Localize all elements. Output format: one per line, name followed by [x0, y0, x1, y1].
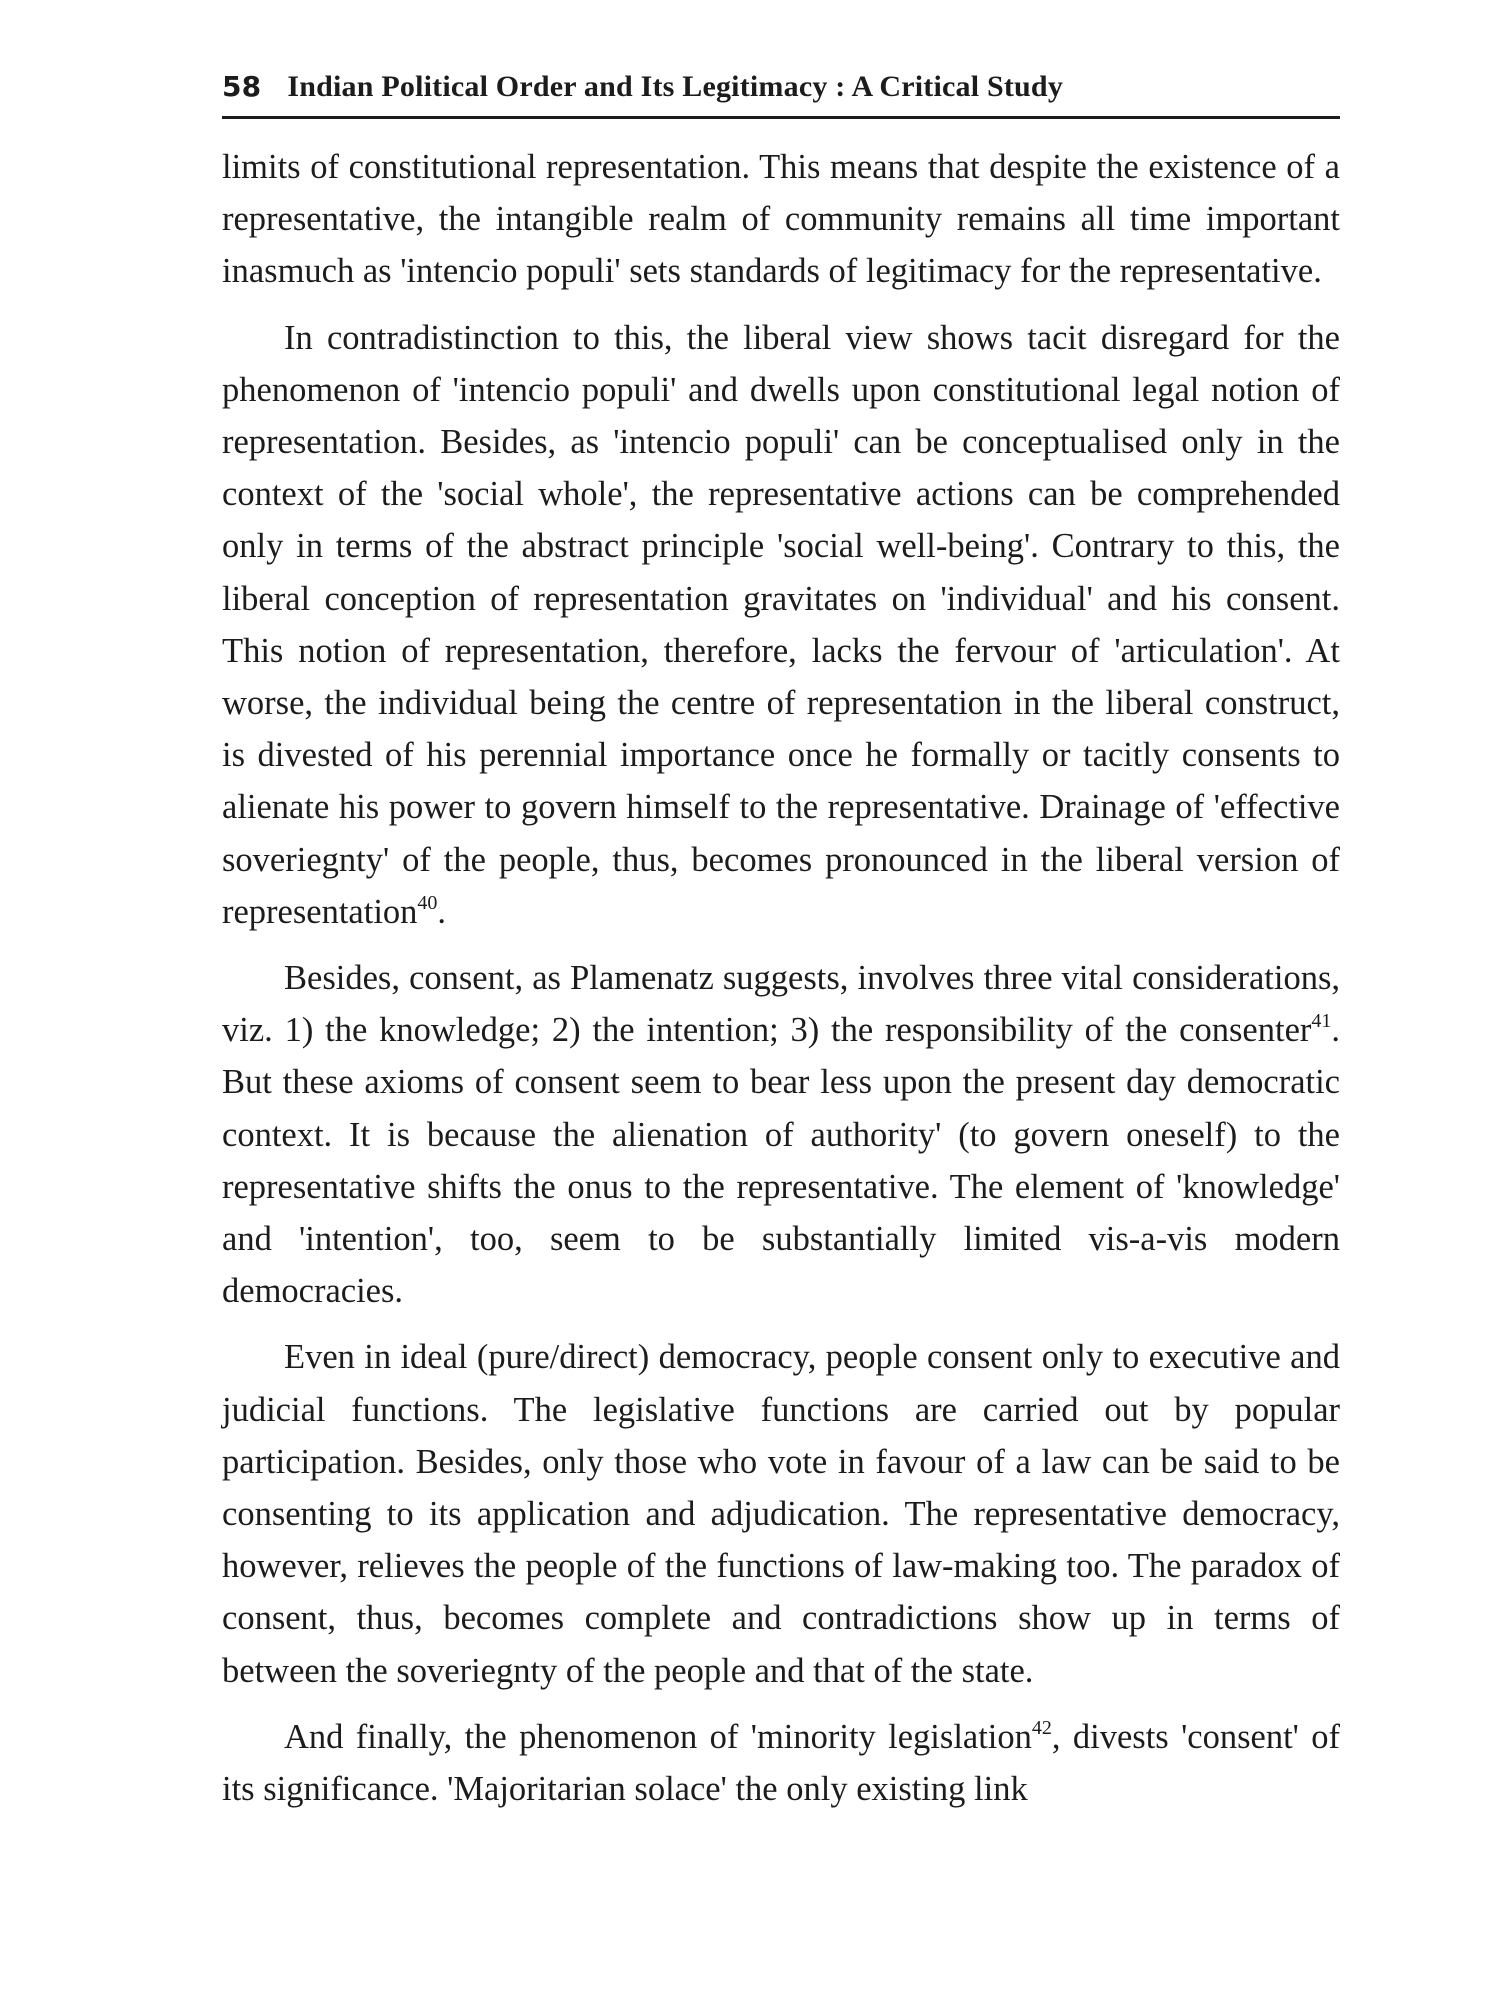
page-number: 58: [222, 70, 262, 103]
footnote-ref-42: 42: [1031, 1716, 1052, 1739]
footnote-ref-41: 41: [1311, 1010, 1332, 1033]
paragraph-1: [222, 141, 1340, 298]
paragraph-text: In contradistinction to this, the liberal view shows tacit disregard for the phenomenon of 'intencio populi' and dwells upon constitutional legal notion of representation. Besides, as 'intencio populi' can be conceptualised only in the context of the 'social whole', the representative actions can be comprehended only in terms of the abstract principle 'social well-being'. Contrary to this, the liberal conception of representation gravitates on 'individual' and his consent. This notion of representation, therefore, lacks the fervour of 'articulation'. At worse, the individual being the centre of representation in the liberal construct, is divested of his perennial importance once he formally or tacitly consents to alienate his power to govern himself to the representative. Drainage of 'effective soveriegnty' of the people, thus, becomes pronounced in the liberal version of representation: [222, 318, 1340, 931]
paragraph-4: [222, 1331, 1340, 1696]
footnote-ref-40: 40: [417, 891, 438, 914]
book-title: Indian Political Order and Its Legitimacy : A Critical Study: [287, 70, 1064, 103]
running-head: [222, 70, 1340, 119]
paragraph-text: And finally, the phenomenon of 'minority legislation: [284, 1717, 1032, 1756]
paragraph-3: [222, 952, 1340, 1317]
paragraph-text: . But these axioms of consent seem to bear less upon the present day democratic context. It is because the alienation of authority' (to govern oneself) to the representative shifts the onus to the representative. The element of 'knowledge' and 'intention', too, seem to be substantially limited vis-a-vis modern democracies.: [222, 1011, 1340, 1311]
paragraph-2: [222, 312, 1340, 938]
paragraph-text: .: [437, 892, 447, 931]
book-page: [222, 70, 1340, 1829]
paragraph-text: Besides, consent, as Plamenatz suggests, involves three vital considerations, viz. 1) the knowledge; 2) the intention; 3) the responsibility of the consenter: [222, 959, 1340, 1050]
paragraph-text: , divests 'consent' of its significance. 'Majoritarian solace' the only existing link: [222, 1717, 1340, 1809]
body-text: [222, 141, 1340, 1815]
paragraph-text: Even in ideal (pure/direct) democracy, people consent only to executive and judicial functions. The legislative functions are carried out by popular participation. Besides, only those who vote in favour of a law can be said to be consenting to its application and adjudication. The representative democracy, however, relieves the people of the functions of law-making too. The paradox of consent, thus, becomes complete and contradictions show up in terms of between the soveriegnty of the people and that of the state.: [222, 1338, 1340, 1690]
paragraph-5: [222, 1711, 1340, 1815]
paragraph-text: limits of constitutional representation. This means that despite the existence of a representative, the intangible realm of community remains all time important inasmuch as 'intencio populi' sets standards of legitimacy for the representative.: [222, 148, 1340, 291]
